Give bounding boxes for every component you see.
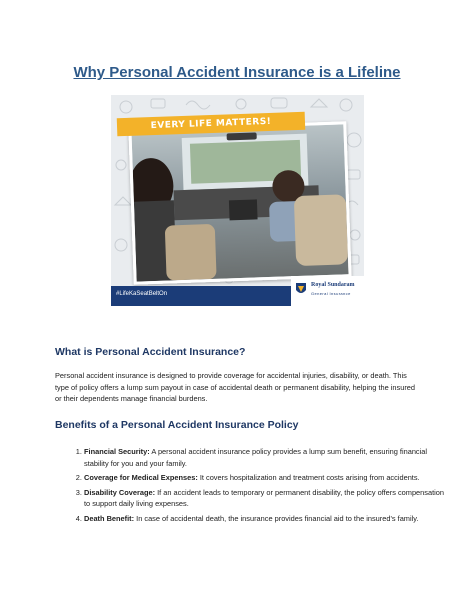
list-item — [84, 487, 448, 510]
benefit-text: In case of accidental death, the insurance provides financial aid to the insured's family. — [134, 513, 419, 523]
benefit-text: A personal accident insurance policy provides a lump sum benefit, ensuring financial stability for you and your family. — [84, 447, 428, 468]
list-item — [84, 472, 448, 484]
benefit-label: Disability Coverage: — [84, 487, 156, 497]
car-interior-illustration — [131, 124, 348, 281]
tagline: EVERY LIFE MATTERS! — [150, 116, 272, 132]
list-item — [84, 513, 448, 525]
section-paragraph: Personal accident insurance is designed to provide coverage for accidental injuries, disability, or death. This type of policy offers a lump sum payout in case of accidental death or permanent disability, helping the insured or their dependents manage financial burdens. — [55, 371, 416, 404]
section-heading-what-is: What is Personal Accident Insurance? — [55, 346, 246, 358]
benefit-text: It covers hospitalization and treatment costs arising from accidents. — [197, 473, 420, 483]
brand-box — [291, 276, 364, 306]
banner-image — [111, 95, 364, 306]
section-heading-benefits: Benefits of a Personal Accident Insurance Policy — [55, 419, 299, 431]
benefits-list — [55, 446, 448, 528]
car-photo — [128, 121, 351, 285]
hashtag: #LifeKaSeatBeltOn — [116, 291, 168, 297]
list-item — [84, 446, 448, 469]
benefit-label: Coverage for Medical Expenses: — [84, 473, 198, 483]
benefit-text: If an accident leads to temporary or permanent disability, the policy offers compensation to support daily living expenses. — [84, 487, 444, 509]
page-title: Why Personal Accident Insurance is a Lifeline — [73, 64, 401, 81]
benefit-label: Death Benefit: — [84, 513, 135, 523]
brand-logo-icon — [295, 282, 307, 296]
brand-name: Royal Sundaram — [311, 282, 355, 288]
brand-subtitle: General Insurance — [311, 291, 351, 296]
benefit-label: Financial Security: — [84, 447, 150, 456]
